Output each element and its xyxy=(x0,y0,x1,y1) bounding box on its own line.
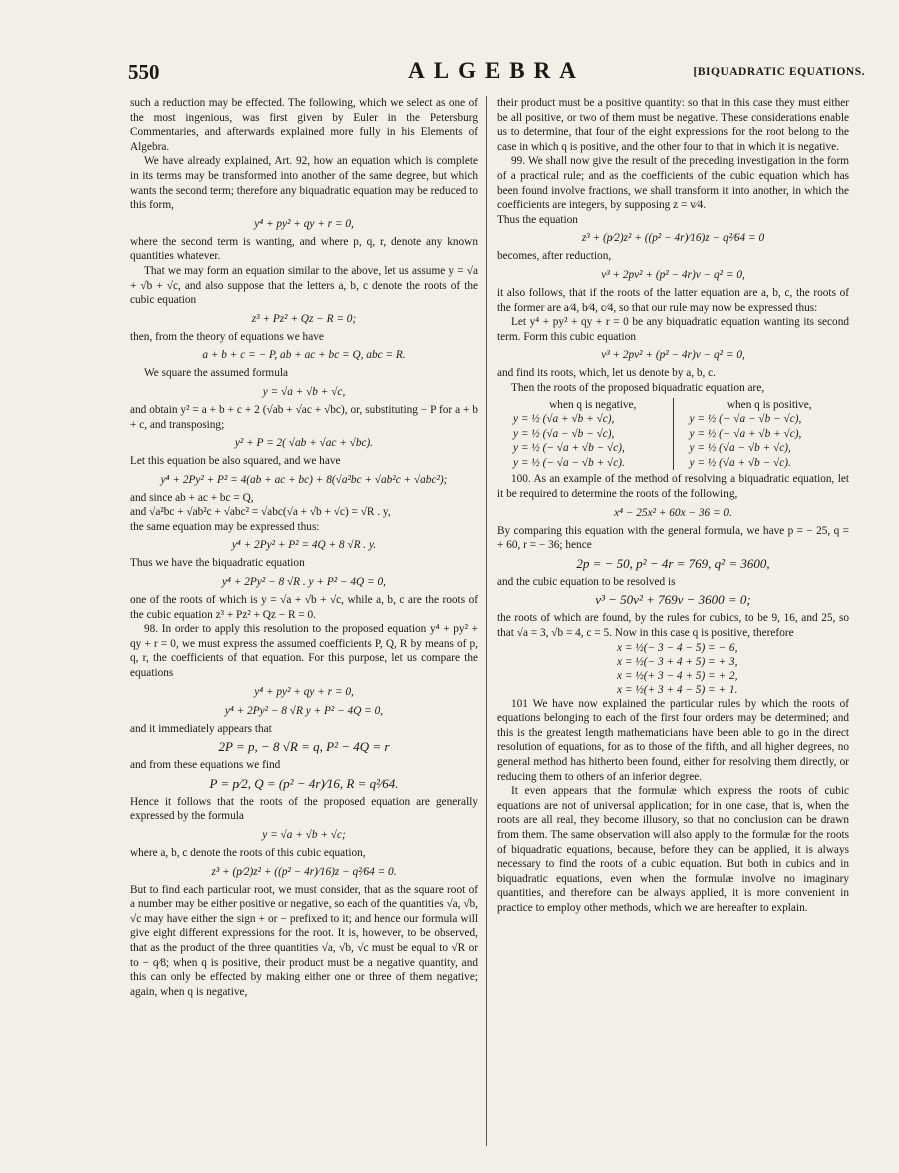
root-formula: y = ½ (− √a − √b − √c), xyxy=(689,413,802,426)
equation: y⁴ + 2Py² + P² = 4Q + 8 √R . y. xyxy=(231,539,377,552)
equation: y = √a + √b + √c, xyxy=(262,385,346,398)
equation: y⁴ + py² + qy + r = 0, xyxy=(254,685,354,698)
left-column xyxy=(130,96,478,999)
paragraph: Thus the equation xyxy=(497,213,578,226)
paragraph: Let this equation be also squared, and we have xyxy=(130,455,341,468)
equation: 2P = p, − 8 √R = q, P² − 4Q = r xyxy=(218,739,390,755)
paragraph: and find its roots, which, let us denote by a, b, c. xyxy=(497,367,716,380)
right-column xyxy=(497,96,849,916)
equation: y⁴ + 2Py² − 8 √R . y + P² − 4Q = 0, xyxy=(222,576,386,589)
equation: v³ + 2pv² + (p² − 4r)v − q² = 0, xyxy=(601,268,745,281)
negative-q-roots xyxy=(497,398,674,471)
paragraph: 101 We have now explained the particular rules by which the roots of equations belonging to each of the first four orders may be determined; and this is the greatest length mathematicians have been able to go in the direct resolution of equations, for as to those of the fifth, and all higher degrees, no general method has hitherto been found, either for resolving them directly, or reducing them to others of an inferior degree. xyxy=(497,697,849,783)
column-divider xyxy=(486,96,487,1146)
paragraph: Thus we have the biquadratic equation xyxy=(130,557,305,570)
paragraph: where the second term is wanting, and where p, q, r, denote any known quantities whatever. xyxy=(130,235,478,263)
equation: y = √a + √b + √c; xyxy=(262,829,346,841)
paragraph: becomes, after reduction, xyxy=(497,250,612,263)
equation: 2p = − 50, p² − 4r = 769, q² = 3600, xyxy=(576,555,770,571)
equation: z³ + (p⁄2)z² + ((p² − 4r)⁄16)z − q²⁄64 = 0. xyxy=(211,865,397,878)
paragraph: and since ab + ac + bc = Q, xyxy=(130,491,254,504)
paragraph: By comparing this equation with the general formula, we have p = − 25, q = + 60, r = − 36; hence xyxy=(497,524,849,552)
equation: z³ + (p⁄2)z² + ((p² − 4r)⁄16)z − q²⁄64 = 0 xyxy=(581,232,765,245)
root-formula: y = ½ (√a − √b − √c), xyxy=(513,427,615,440)
paragraph: and the cubic equation to be resolved is xyxy=(497,575,676,588)
paragraph: Let y⁴ + py² + qy + r = 0 be any biquadratic equation wanting its second term. Form this cubic equation xyxy=(497,316,849,343)
equation: a + b + c = − P, ab + ac + bc = Q, abc = R. xyxy=(202,349,406,362)
root-formula: y = ½ (− √a + √b + √c), xyxy=(689,427,802,440)
equation: y⁴ + py² + qy + r = 0, xyxy=(254,217,354,230)
root-formula: x = ½(+ 3 + 4 − 5) = + 1. xyxy=(617,683,738,696)
root-formula: y = ½ (− √a + √b − √c), xyxy=(513,442,625,455)
paragraph: 100. As an example of the method of resolving a biquadratic equation, let it be required to determine the roots of the following, xyxy=(497,473,849,501)
paragraph: and it immediately appears that xyxy=(130,722,272,735)
paragraph: Hence it follows that the roots of the proposed equation are generally expressed by the formula xyxy=(130,795,478,823)
paragraph: It even appears that the formulæ which express the roots of cubic equations are not of universal application; for in one case, that is, when the roots are all real, they become illusory, so that no conclusion can be drawn from them. The same observation will also apply to the formulæ for the roots of biquadratic equations, because, before they can be applied, it is always necessary to find the roots of a cubic equation. But both in cubics and in biquadratic equations, even when the formulæ involve no imaginary quantities, and therefore can be always applied, it is more convenient in practice to employ other methods, which we are hereafter to explain. xyxy=(497,785,849,914)
root-formula: y = ½ (− √a − √b + √c). xyxy=(513,456,625,469)
paragraph: the same equation may be expressed thus: xyxy=(130,520,320,533)
section-title: [BIQUADRATIC EQUATIONS. xyxy=(693,66,865,78)
paragraph: such a reduction may be effected. The following, which we select as one of the most ingenious, was first given by Euler in the Petersburg Commentaries, and afterwards explained more fully in his Elements of Algebra. xyxy=(130,97,478,153)
paragraph: We square the assumed formula xyxy=(144,367,289,380)
root-formula: y = ½ (√a + √b + √c), xyxy=(513,413,615,426)
root-formula: x = ½(+ 3 − 4 + 5) = + 2, xyxy=(617,669,738,682)
paragraph: and obtain y² = a + b + c + 2 (√ab + √ac + √bc), or, substituting − P for a + b + c, and transposing; xyxy=(130,403,478,431)
root-formula: x = ½(− 3 + 4 + 5) = + 3, xyxy=(617,655,738,668)
page-title: ALGEBRA xyxy=(408,58,585,83)
paragraph: and from these equations we find xyxy=(130,759,281,772)
paragraph: their product must be a positive quantity: so that in this case they must either be all positive, or two of them must be negative. These considerations enable us to determine, that four of the eight expressions for the root belong to the case in which q is positive, and the other four to that in which it is negative. xyxy=(497,97,849,153)
root-table xyxy=(497,398,849,471)
equation: y⁴ + 2Py² + P² = 4(ab + ac + bc) + 8(√a²bc + √ab²c + √abc²); xyxy=(160,473,448,486)
root-formula: x = ½(− 3 − 4 − 5) = − 6, xyxy=(617,641,738,654)
root-list xyxy=(497,641,849,697)
page-number: 550 xyxy=(128,60,160,84)
paragraph: Then the roots of the proposed biquadratic equation are, xyxy=(511,381,765,394)
paragraph: the roots of which are found, by the rules for cubics, to be 9, 16, and 25, so that √a = 3, √b = 4, c = 5. Now in this case q is positive, therefore xyxy=(497,612,849,640)
column-heading: when q is positive, xyxy=(726,398,812,411)
equation: v³ + 2pv² + (p² − 4r)v − q² = 0, xyxy=(601,349,745,362)
paragraph: and √a²bc + √ab²c + √abc² = √abc(√a + √b + √c) = √R . y, xyxy=(130,506,391,519)
paragraph: then, from the theory of equations we have xyxy=(130,330,324,343)
root-formula: y = ½ (√a − √b + √c), xyxy=(689,442,791,455)
equation: y⁴ + 2Py² − 8 √R y + P² − 4Q = 0, xyxy=(224,704,384,717)
paragraph: But to find each particular root, we must consider, that as the square root of a number may be either positive or negative, so each of the quantities √a, √b, √c may have either the sign + or − prefixed to it; and hence our formula will give eight different expressions for the root. It is, however, to be observed, that as the product of the three quantities √a, √b, √c must be equal to √R or to − q⁄8; when q is positive, their product must be a negative quantity, and this can only be effected by making either one or three of them negative; again, when q is negative, xyxy=(130,883,478,998)
equation: v³ − 50v² + 769v − 3600 = 0; xyxy=(595,592,751,608)
equation: y² + P = 2( √ab + √ac + √bc). xyxy=(234,437,374,450)
equation: P = p⁄2, Q = (p² − 4r)⁄16, R = q²⁄64. xyxy=(209,775,399,791)
paragraph: We have already explained, Art. 92, how an equation which is complete in its terms may be transformed into another of the same degree, but which wants the second term; therefore any biquadratic equation may be reduced to this form, xyxy=(130,155,478,212)
equation: z³ + Pz² + Qz − R = 0; xyxy=(251,312,357,325)
page-header xyxy=(128,58,865,88)
paragraph: it also follows, that if the roots of the latter equation are a, b, c, the roots of the former are a⁄4, b⁄4, c⁄4, so that our rule may now be expressed thus: xyxy=(497,286,849,314)
paragraph: one of the roots of which is y = √a + √b + √c, while a, b, c are the roots of the cubic equation z³ + Pz² + Qz − R = 0. xyxy=(130,594,478,621)
equation: x⁴ − 25x² + 60x − 36 = 0. xyxy=(614,506,732,519)
paragraph: 99. We shall now give the result of the preceding investigation in the form of a practical rule; and as the coefficients of the cubic equation which has been found involve fractions, we shall transform it into another, in which the coefficients are integers, by supposing z = v⁄4. xyxy=(497,155,849,212)
paragraph: where a, b, c denote the roots of this cubic equation, xyxy=(130,847,366,859)
column-heading: when q is negative, xyxy=(549,398,637,411)
paragraph: 98. In order to apply this resolution to the proposed equation y⁴ + py² + qy + r = 0, we must express the assumed coefficients P, Q, R by means of p, q, r, the coefficients of that equation. For this purpose, let us compare the equations xyxy=(130,623,478,680)
positive-q-roots xyxy=(674,398,850,471)
paragraph: That we may form an equation similar to the above, let us assume y = √a + √b + √c, and also suppose that the letters a, b, c denote the roots of the cubic equation xyxy=(130,264,478,307)
root-formula: y = ½ (√a + √b − √c). xyxy=(689,456,791,469)
